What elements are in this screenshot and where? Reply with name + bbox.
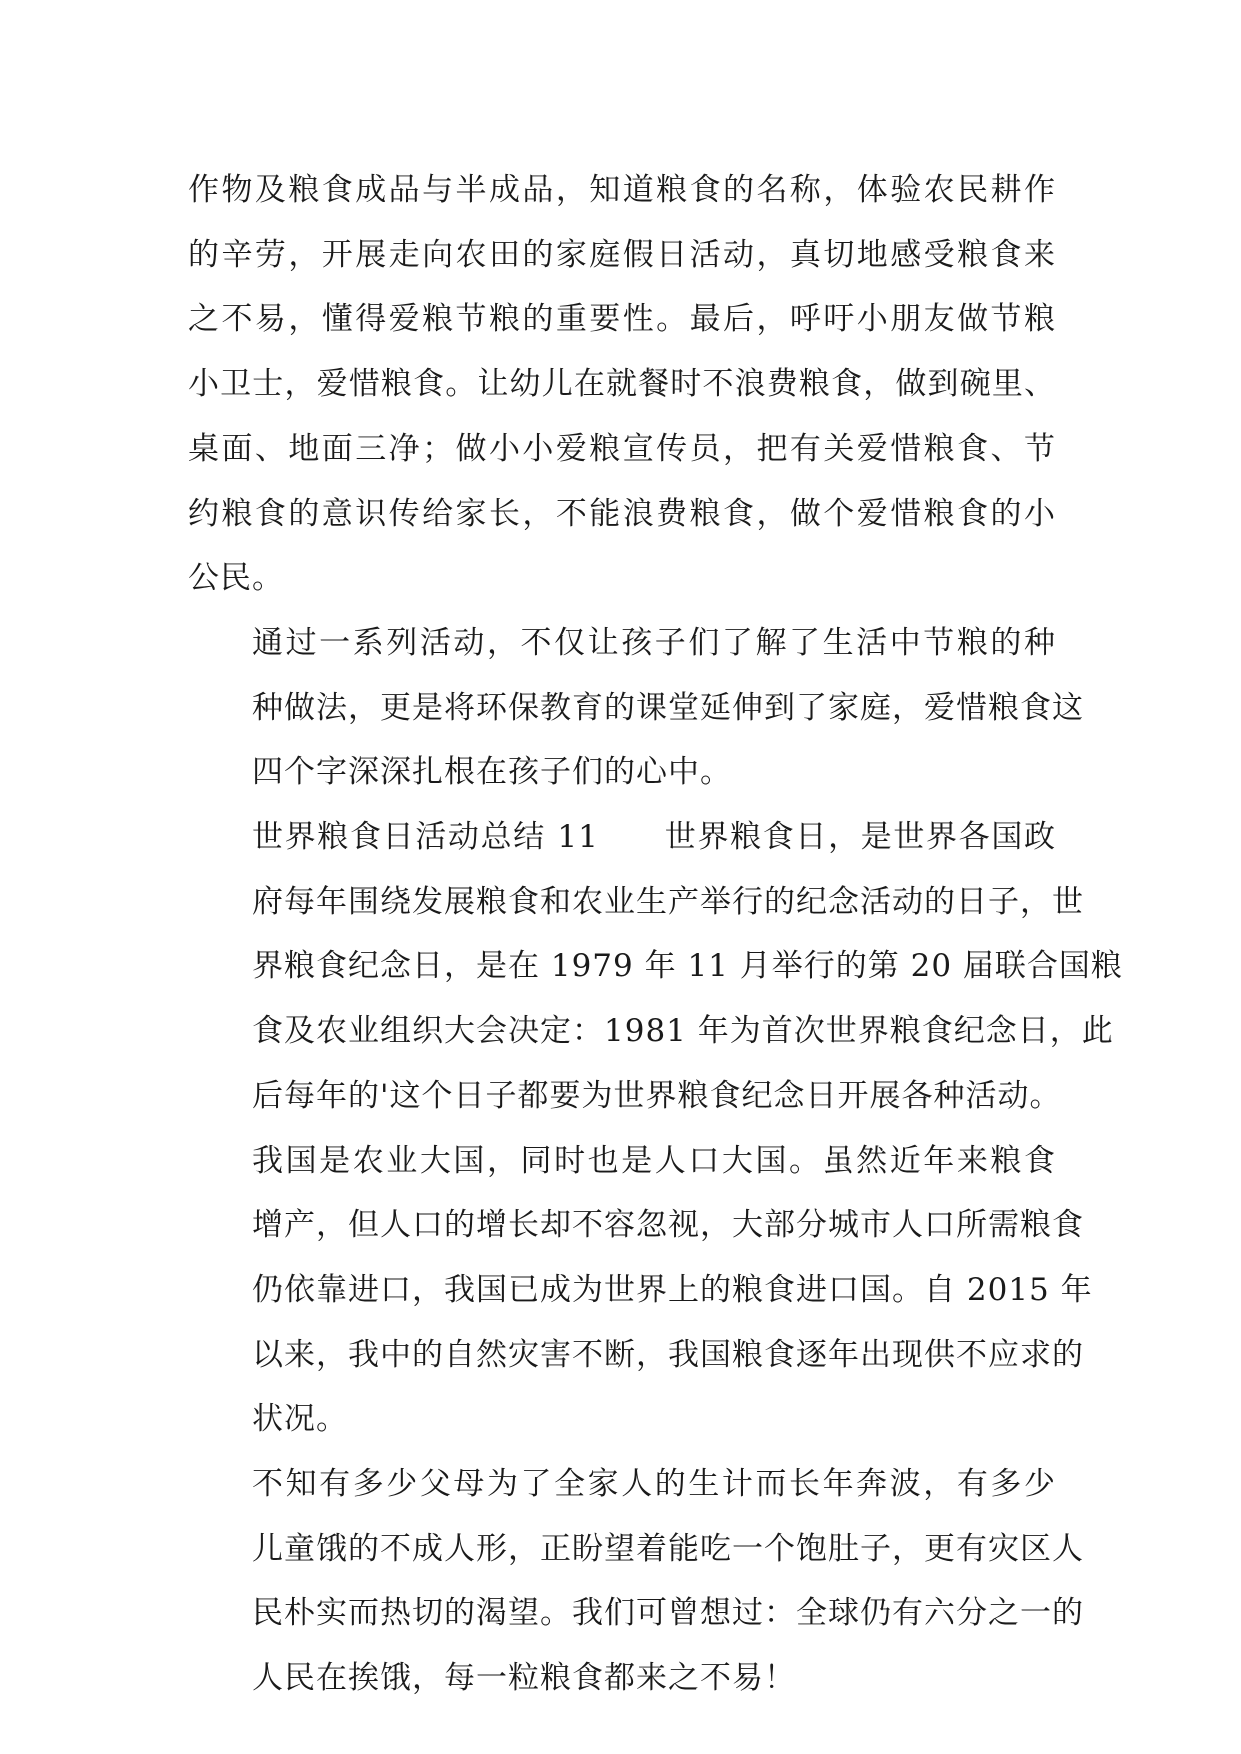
text-line: 四个字深深扎根在孩子们的心中。	[252, 754, 732, 791]
paragraph-2	[188, 611, 1084, 805]
text-line: 作物及粮食成品与半成品，知道粮食的名称，体验农民耕作	[188, 172, 1056, 208]
text-line: 通过一系列活动，不仅让孩子们了解了生活中节粮的种	[252, 624, 1056, 661]
text-line: 儿童饿的不成人形，正盼望着能吃一个饱肚子，更有灾区人	[252, 1530, 1084, 1567]
text-line: 约粮食的意识传给家长，不能浪费粮食，做个爱惜粮食的小	[188, 495, 1056, 532]
text-line: 后每年的'这个日子都要为世界粮食纪念日开展各种活动。	[252, 1077, 1062, 1114]
text-line: 人民在挨饿，每一粒粮食都来之不易！	[252, 1660, 796, 1697]
text-line: 状况。	[252, 1401, 348, 1438]
text-line: 公民。	[188, 560, 284, 597]
text-line: 桌面、地面三净；做小小爱粮宣传员，把有关爱惜粮食、节	[188, 430, 1056, 467]
text-line: 种做法，更是将环保教育的课堂延伸到了家庭，爱惜粮食这	[252, 689, 1084, 726]
paragraph-4	[188, 1129, 1093, 1453]
text-line: 的辛劳，开展走向农田的家庭假日活动，真切地感受粮食来	[188, 236, 1056, 273]
paragraph-1	[188, 158, 1056, 611]
text-line: 界粮食纪念日，是在 1979 年 11 月举行的第 20 届联合国粮	[252, 948, 1123, 985]
text-line: 府每年围绕发展粮食和农业生产举行的纪念活动的日子，世	[252, 883, 1084, 920]
text-line: 小卫士，爱惜粮食。让幼儿在就餐时不浪费粮食，做到碗里、	[188, 366, 1056, 403]
text-line: 增产，但人口的增长却不容忽视，大部分城市人口所需粮食	[252, 1207, 1084, 1244]
paragraph-3	[188, 805, 1123, 1129]
text-line: 我国是农业大国，同时也是人口大国。虽然近年来粮食	[252, 1142, 1056, 1179]
text-line: 以来，我中的自然灾害不断，我国粮食逐年出现供不应求的	[252, 1336, 1084, 1373]
text-line: 之不易，懂得爱粮节粮的重要性。最后，呼吁小朋友做节粮	[188, 301, 1056, 338]
text-line: 食及农业组织大会决定：1981 年为首次世界粮食纪念日，此	[252, 1013, 1114, 1050]
text-line: 世界粮食日活动总结 11 世界粮食日，是世界各国政	[252, 819, 1056, 856]
text-line: 仍依靠进口，我国已成为世界上的粮食进口国。自 2015 年	[252, 1271, 1093, 1308]
paragraph-5	[188, 1452, 1084, 1711]
text-line: 民朴实而热切的渴望。我们可曾想过：全球仍有六分之一的	[252, 1595, 1084, 1632]
text-line: 不知有多少父母为了全家人的生计而长年奔波，有多少	[252, 1466, 1056, 1503]
document-body	[188, 158, 1123, 1711]
